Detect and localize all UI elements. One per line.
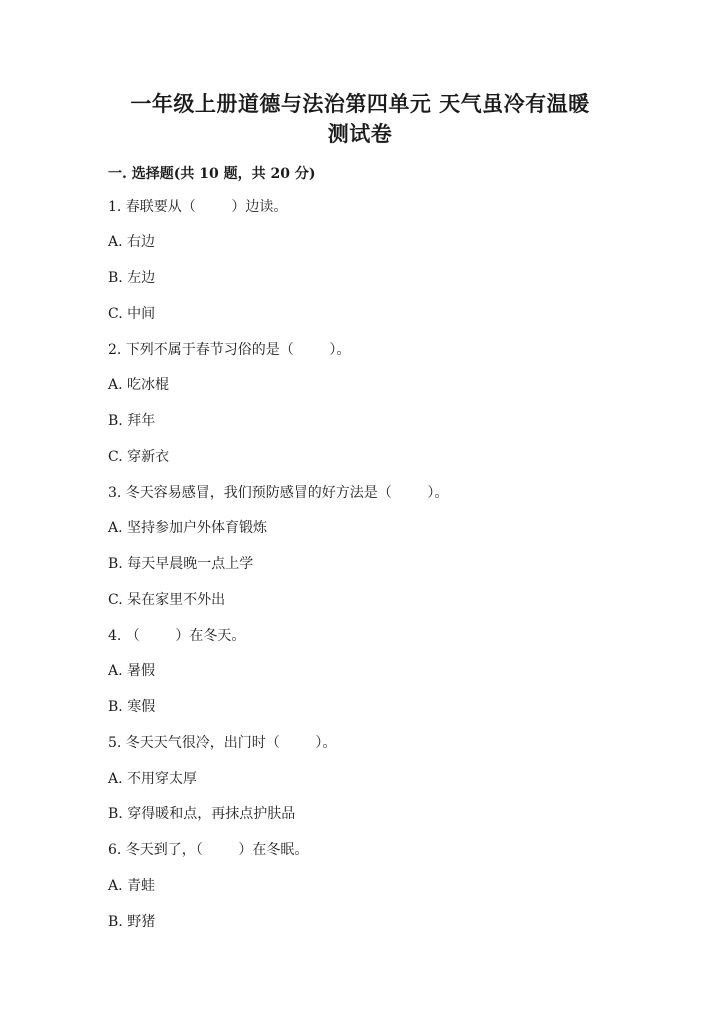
q4-option-b: B. 寒假 <box>108 699 156 715</box>
q3-option-a: A. 坚持参加户外体育锻炼 <box>108 520 268 536</box>
section-heading: 一. 选择题(共 10 题，共 20 分) <box>108 166 316 182</box>
q4-option-a: A. 暑假 <box>108 663 156 679</box>
page-title-line-2: 测试卷 <box>327 121 393 146</box>
q6-option-b: B. 野猪 <box>108 914 156 930</box>
q1-option-c: C. 中间 <box>108 306 156 322</box>
q6-option-a: A. 青蛙 <box>108 878 156 894</box>
question-2: 2. 下列不属于春节习俗的是（ ）。 <box>108 342 351 358</box>
q1-option-b: B. 左边 <box>108 270 156 286</box>
question-5: 5. 冬天天气很冷，出门时（ ）。 <box>108 735 337 751</box>
q3-option-b: B. 每天早晨晚一点上学 <box>108 556 254 572</box>
question-3: 3. 冬天容易感冒，我们预防感冒的好方法是（ ）。 <box>108 485 449 501</box>
q5-option-b: B. 穿得暖和点，再抹点护肤品 <box>108 806 296 822</box>
q1-option-a: A. 右边 <box>108 234 156 250</box>
q2-option-a: A. 吃冰棍 <box>108 377 170 393</box>
question-4: 4. （ ）在冬天。 <box>108 628 246 644</box>
question-1: 1. 春联要从（ ）边读。 <box>108 199 288 215</box>
question-6: 6. 冬天到了，（ ）在冬眠。 <box>108 842 309 858</box>
q2-option-c: C. 穿新衣 <box>108 449 170 465</box>
q2-option-b: B. 拜年 <box>108 413 156 429</box>
q5-option-a: A. 不用穿太厚 <box>108 771 198 787</box>
q3-option-c: C. 呆在家里不外出 <box>108 592 226 608</box>
page-title-line-1: 一年级上册道德与法治第四单元 天气虽冷有温暖 <box>130 91 590 116</box>
